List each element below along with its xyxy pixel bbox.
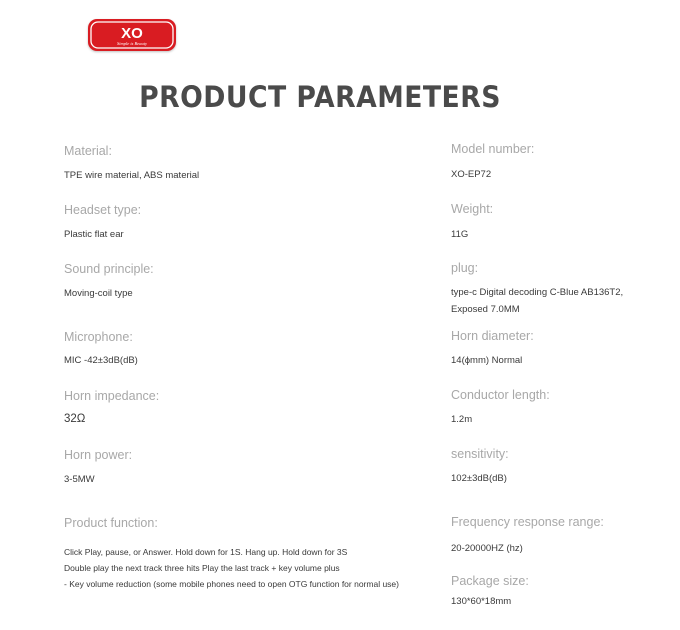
- param-product-function: [64, 516, 399, 592]
- param-label: Package size:: [451, 574, 529, 588]
- param-value: 32Ω: [64, 413, 86, 425]
- param-value-line: Double play the next track three hits Play the last track + key volume plus: [64, 563, 340, 573]
- param-value: TPE wire material, ABS material: [64, 170, 200, 181]
- param-value-line: type-c Digital decoding C-Blue AB136T2,: [451, 287, 624, 298]
- param-label: Horn impedance:: [64, 389, 160, 403]
- logo-text: XO: [121, 25, 143, 42]
- param-label: plug:: [451, 261, 479, 275]
- param-label: Frequency response range:: [451, 515, 604, 529]
- param-label: Headset type:: [64, 203, 142, 217]
- param-microphone: [64, 330, 138, 369]
- param-horn-power: [64, 448, 132, 488]
- param-value: 1.2m: [451, 414, 473, 425]
- param-conductor-length: [451, 388, 550, 428]
- param-value: Moving-coil type: [64, 288, 133, 299]
- param-value: 130*60*18mm: [451, 596, 512, 607]
- param-material: [64, 144, 199, 184]
- brand-logo: [88, 19, 176, 51]
- param-value: 20-20000HZ (hz): [451, 543, 523, 554]
- param-label: Sound principle:: [64, 262, 154, 276]
- param-label: Microphone:: [64, 330, 133, 344]
- param-sound-principle: [64, 262, 154, 302]
- param-frequency-response: [451, 515, 604, 557]
- param-label: Horn power:: [64, 448, 133, 462]
- param-value: Plastic flat ear: [64, 229, 124, 240]
- param-plug: [451, 261, 623, 318]
- param-value: XO-EP72: [451, 169, 492, 180]
- param-sensitivity: [451, 447, 509, 487]
- param-value: 11G: [451, 229, 469, 240]
- param-label: Conductor length:: [451, 388, 550, 402]
- page-title: PRODUCT PARAMETERS: [139, 80, 501, 114]
- param-label: Weight:: [451, 202, 494, 216]
- param-value-line: Exposed 7.0MM: [451, 304, 520, 315]
- param-label: Horn diameter:: [451, 329, 534, 343]
- param-package-size: [451, 574, 529, 610]
- param-label: Product function:: [64, 516, 158, 530]
- param-weight: [451, 202, 493, 243]
- param-value: 102±3dB(dB): [451, 473, 507, 484]
- param-value: 14(ϕmm) Normal: [451, 355, 523, 366]
- param-horn-impedance: [64, 389, 159, 428]
- param-value: MIC -42±3dB(dB): [64, 355, 138, 366]
- logo-tagline: Simple is Beauty: [117, 41, 147, 46]
- param-horn-diameter: [451, 329, 534, 369]
- param-label: Model number:: [451, 142, 535, 156]
- param-value-line: - Key volume reduction (some mobile phones need to open OTG function for normal use): [64, 579, 399, 589]
- param-label: sensitivity:: [451, 447, 509, 461]
- param-model-number: [451, 142, 534, 183]
- param-headset-type: [64, 203, 141, 243]
- param-value-line: Click Play, pause, or Answer. Hold down for 1S. Hang up. Hold down for 3S: [64, 547, 348, 557]
- param-label: Material:: [64, 144, 112, 158]
- param-value: 3-5MW: [64, 474, 95, 485]
